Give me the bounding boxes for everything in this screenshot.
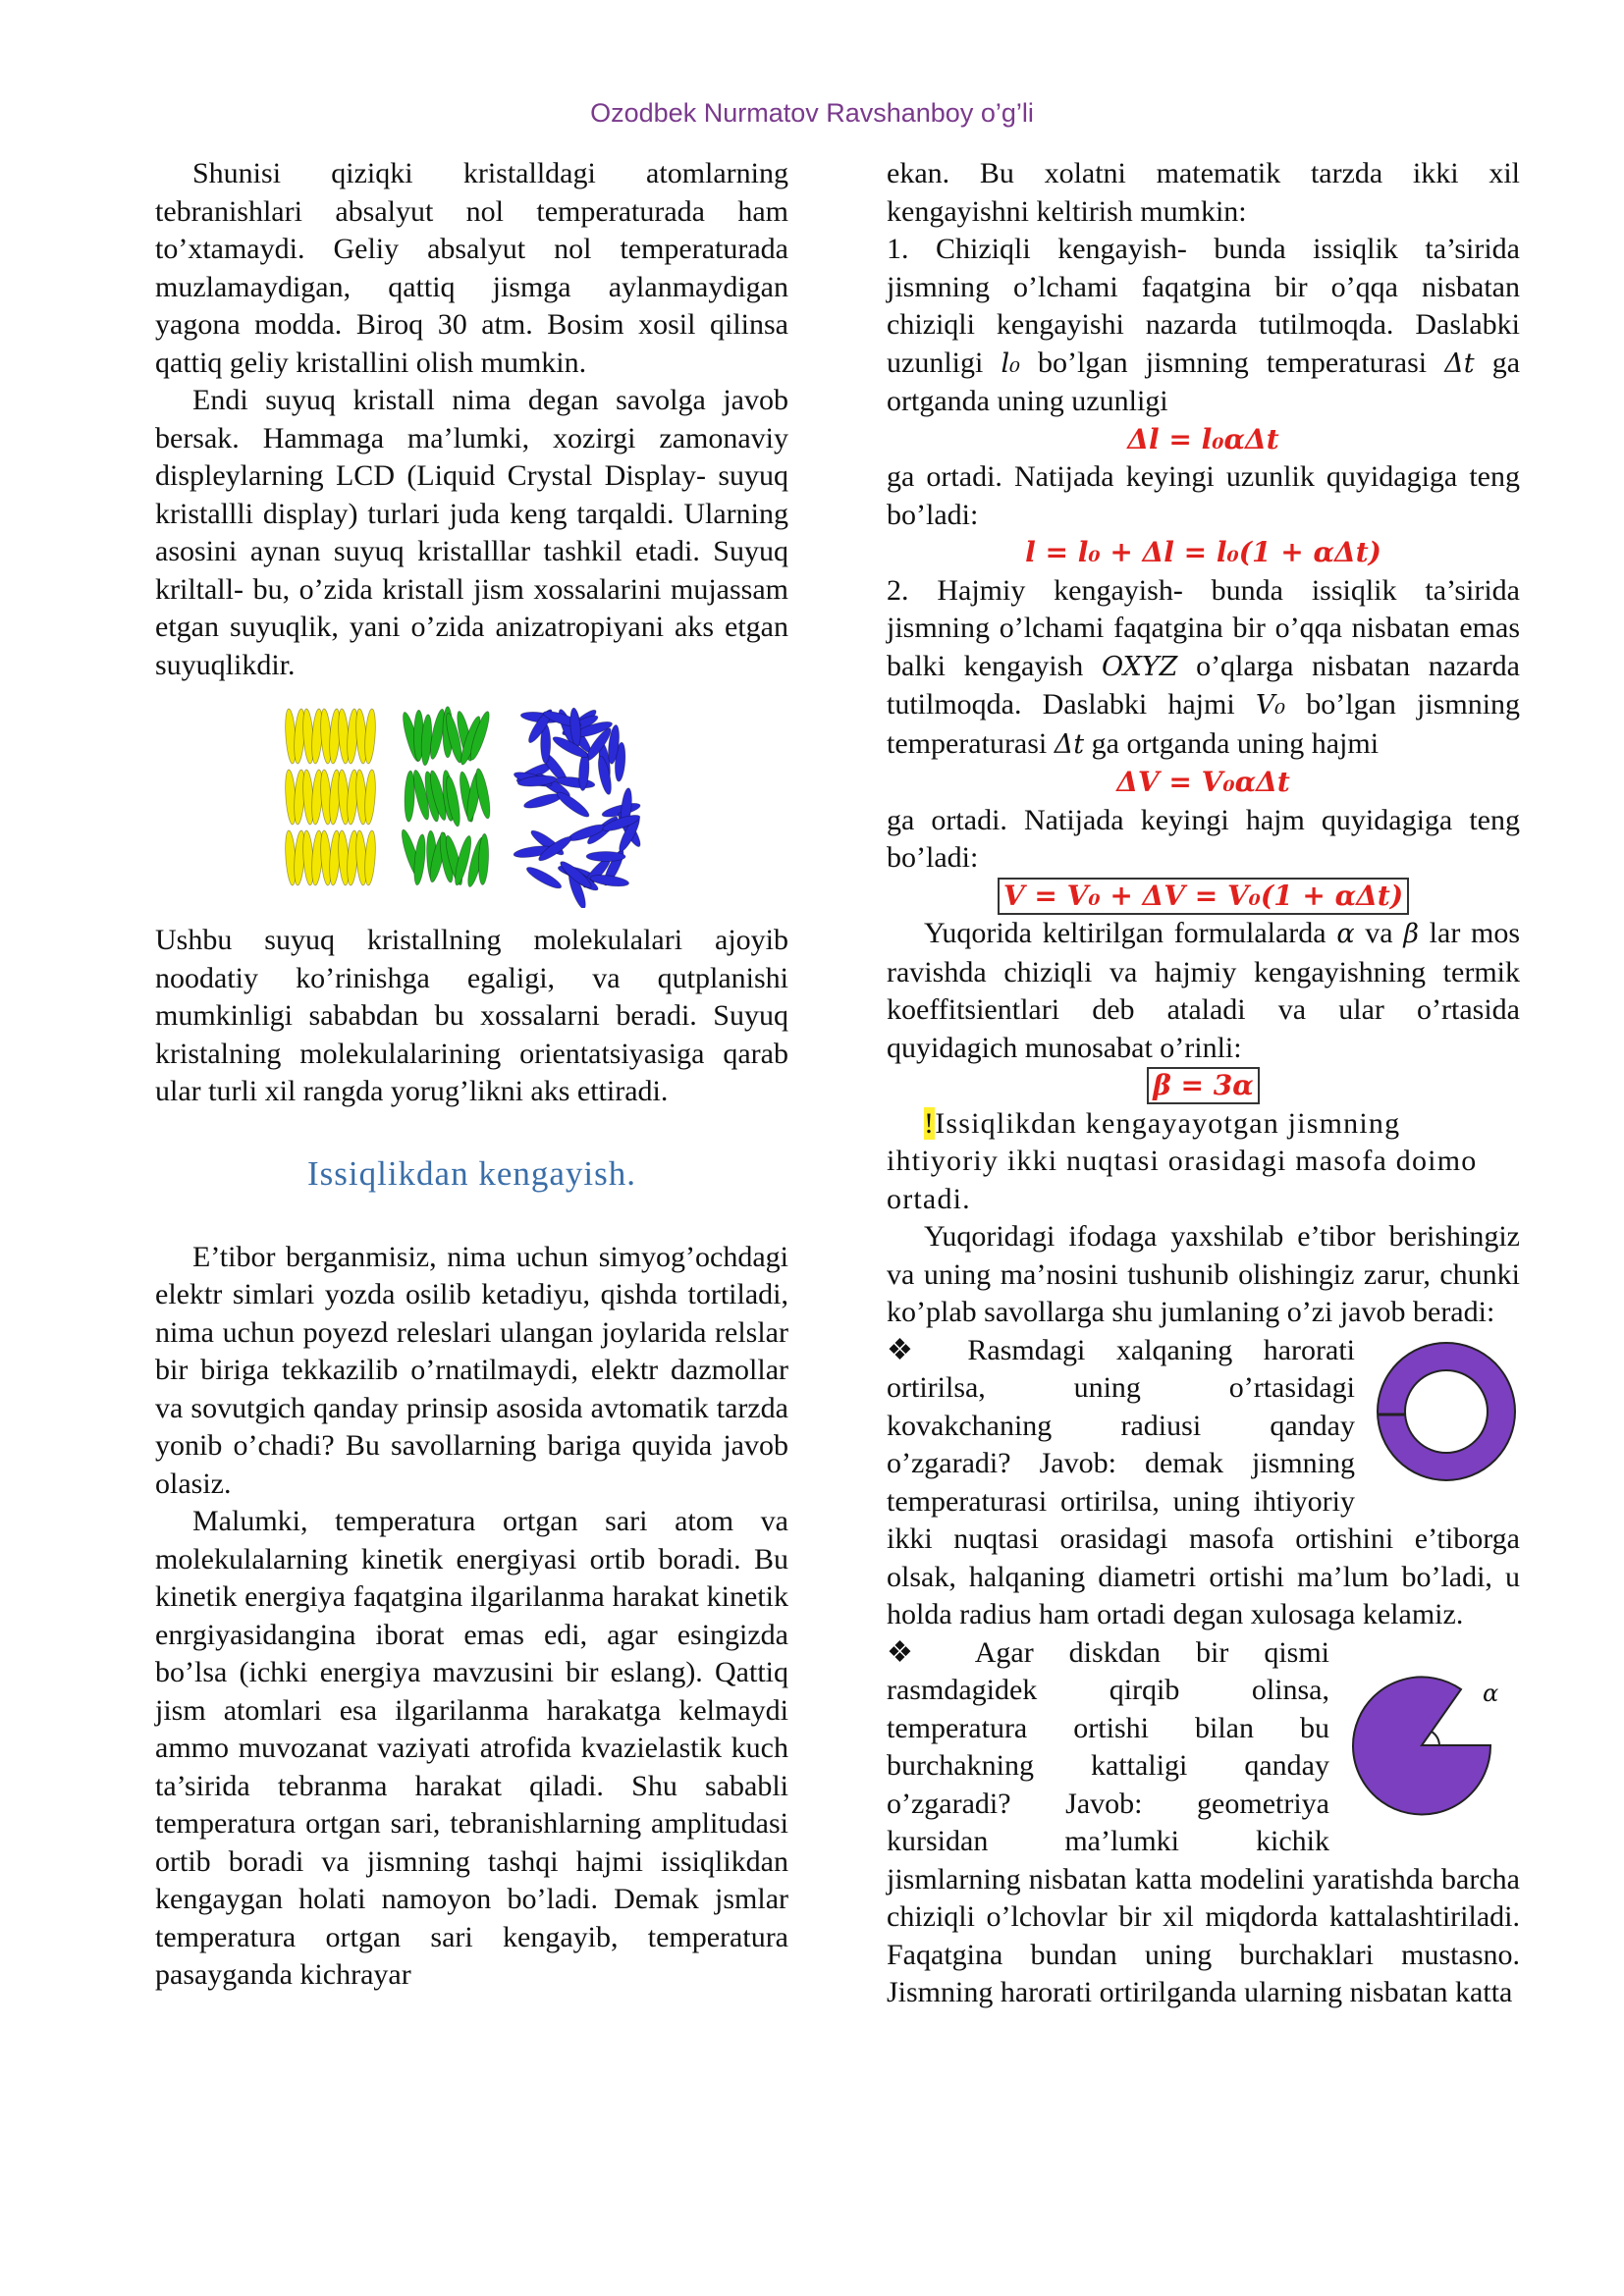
symbol-beta: β bbox=[1403, 919, 1419, 949]
symbol-oxyz: OXYZ bbox=[1101, 651, 1178, 682]
paragraph-volume-expansion: 2. Hajmiy kengayish- bunda issiqlik ta’sirida jismning o’lchami faqatgina bir o’qqa nisbatan emas balki kengayish OXYZ o’qlarga nisbatan nazarda tutilmoqda. Daslabki hajmi V₀ bo’lgan jismning temperaturasi Δt ga ortganda uning hajmi bbox=[887, 573, 1521, 760]
molecule-shape bbox=[586, 851, 625, 861]
paragraph-questions: E’tibor berganmisiz, nima uchun simyog’ochdagi elektr simlari yozda osilib ketadiyu, qishda tortiladi, nima uchun poyezd releslari ulangan joylarida relslar bir biriga tekkazilib o’rnatilmaydi, elektr dazmollar va sovutgich qanday prinsip asosida avtomatik tarzda yonib o’chadi? Bu savollarning bariga quyida javob olasiz. bbox=[155, 1240, 788, 1500]
formula-beta-boxed: β = 3α bbox=[1147, 1067, 1260, 1104]
nematic-layer-phase-green bbox=[399, 707, 493, 888]
question-ring bbox=[887, 1332, 1520, 1634]
molecule-shape bbox=[363, 770, 377, 826]
paragraph-liquid-crystal: Endi suyuq kristall nima degan savolga javob bersak. Hammaga ma’lumki, xozirgi zamonaviy displeylarning LCD (Liquid Crystal Display- suyuq kristallli display) turlari juda keng tarqaldi. Ularning asosini aynan suyuq kristalllar tashkil etadi. Suyuq kriltall- bu, o’zida kristall jism xossalarini mujassam etgan suyuqlik, yani o’zida anizatropiyani aks etgan suyuqlikdir. bbox=[155, 384, 788, 681]
paragraph-linear-expansion: 1. Chiziqli kengayish- bunda issiqlik ta’sirida jismning o’lchami faqatgina bir o’qqa nisbatan chiziqli kengayishi nazarda tutilmoqda. Daslabki uzunligi l₀ bo’lgan jismning temperaturasi Δt ga ortganda uning uzunligi bbox=[887, 233, 1521, 417]
molecule-shape bbox=[363, 830, 377, 886]
paragraph-key-rule: !Issiqlikdan kengayayotgan jismning ihtiyoriy ikki nuqtasi orasidagi masofa doimo ortadi. bbox=[887, 1106, 1478, 1215]
paragraph-coefficients: Yuqorida keltirilgan formulalarda α va β lar mos ravishda chiziqli va hajmiy kengayishning termik koeffitsientlari deb ataladi va ular o’rtasida quyidagich munosabat o’rinli: bbox=[887, 917, 1521, 1064]
right-column bbox=[887, 155, 1520, 2012]
angle-alpha-label: α bbox=[1483, 1679, 1499, 1707]
paragraph-helium: Shunisi qiziqki kristalldagi atomlarning tebranishlari absalyut nol temperaturada ham to’xtamaydi. Geliy absalyut nol temperaturada muzlamaydigan, qattiq jismga aylanmaydigan yagona modda. Biroq 30 atm. Bosim xosil qilinsa qattiq geliy kristallini olish mumkin. bbox=[155, 157, 788, 379]
symbol-v0: V₀ bbox=[1255, 690, 1286, 721]
formula-delta-l: Δl = l₀αΔt bbox=[1127, 422, 1279, 455]
cut-disk-icon bbox=[1343, 1662, 1520, 1839]
symbol-alpha: α bbox=[1336, 919, 1355, 949]
page-header-author: Ozodbek Nurmatov Ravshanboy o’g’li bbox=[590, 98, 1034, 128]
liquid-crystal-phases-image bbox=[279, 702, 642, 908]
molecule-shape bbox=[363, 709, 377, 765]
paragraph-molecules: Ushbu suyuq kristallning molekulalari ajoyib noodatiy ko’rinishga egaligi, va qutplanishi mumkinligi sababdan bu xossalarni beradi. Suyuq kristalning molekulalarining orientatsiyasiga qarab ular turli xil rangda yorug’likni aks ettiradi. bbox=[155, 924, 788, 1107]
paragraph-attention: Yuqoridagi ifodaga yaxshilab e’tibor berishingiz va uning ma’nosini tushunib olishingiz zarur, chunki ko’plab savollarga shu jumlaning o’zi javob beradi: bbox=[887, 1220, 1520, 1328]
paragraph-kinetic-energy: Malumki, temperatura ortgan sari atom va molekulalarning kinetik energiyasi ortib boradi. Bu kinetik energiya faqatgina ilgarilanma harakat kinetik enrgiyasidangina iborat emas edi, agar esingizda bo’lsa (ichki energiya mavzusini bir eslang). Qattiq jism atomlari esa ilgarilanma harakatga kelmaydi ammo muvozanat vaziyati atrofida kvazielastik kuch ta’sirida tebranma harakat qiladi. Shu sababli temperatura ortgan sari, tebranishlarning amplitudasi ortib boradi va jismning tashqi hajmi issiqlikdan kengaygan holati namoyon bo’ladi. Demak jsmlar temperatura ortgan sari kengayib, temperatura pasayganda kichrayar bbox=[155, 1505, 788, 1991]
highlight-mark: ! bbox=[924, 1106, 936, 1140]
ring-icon bbox=[1373, 1338, 1520, 1485]
paragraph-disk-question: ❖ Agar diskdan bir qismi rasmdagidek qirqib olinsa, temperatura ortishi bilan bu burchakning kattaligi qanday o’zgaradi? Javob: geometriya kursidan ma’lumki kichik jismlarning nisbatan katta modelini yaratishda barcha chiziqli o’lchovlar bir xil miqdorda kattalashtiriladi. Faqatgina bundan uning burchaklari mustasno. Jismning harorati ortirilganda ularning nisbatan katta bbox=[887, 1635, 1520, 2008]
symbol-delta-t-2: Δt bbox=[1054, 728, 1085, 760]
formula-volume-boxed: V = V₀ + ΔV = V₀(1 + αΔt) bbox=[998, 878, 1409, 915]
molecule-shape bbox=[555, 789, 592, 821]
paragraph-new-volume: ga ortadi. Natijada keyingi hajm quyidagiga teng bo’ladi: bbox=[887, 803, 1520, 874]
paragraph-new-length: ga ortadi. Natijada keyingi uzunlik quyidagiga teng bo’ladi: bbox=[887, 460, 1520, 531]
molecule-shape bbox=[412, 833, 427, 885]
smectic-phase-yellow bbox=[284, 709, 377, 886]
symbol-l0: l₀ bbox=[1001, 347, 1020, 379]
paragraph-intro: ekan. Bu xolatni matematik tarzda ikki xil kengayishni keltirish mumkin: bbox=[887, 157, 1520, 228]
symbol-delta-t: Δt bbox=[1444, 347, 1475, 379]
section-title: Issiqlikdan kengayish. bbox=[306, 1153, 637, 1193]
formula-length: l = l₀ + Δl = l₀(1 + αΔt) bbox=[1025, 536, 1381, 568]
paragraph-ring-question: ❖ Rasmdagi xalqaning harorati ortirilsa, uning o’rtasidagi kovakchaning radiusi qanday o’zgaradi? Javob: demak jismning temperaturasi ortirilsa, uning ihtiyoriy ikki nuqtasi orasidagi masofa ortishini e’tiborga olsak, halqaning diametri ortishi ma’lum bo’ladi, u holda radius ham ortadi degan xulosaga kelamiz. bbox=[887, 1333, 1520, 1630]
left-column bbox=[155, 155, 788, 1995]
formula-delta-v: ΔV = V₀αΔt bbox=[1116, 766, 1290, 798]
isotropic-phase-blue bbox=[513, 707, 642, 908]
question-disk bbox=[887, 1634, 1520, 2012]
